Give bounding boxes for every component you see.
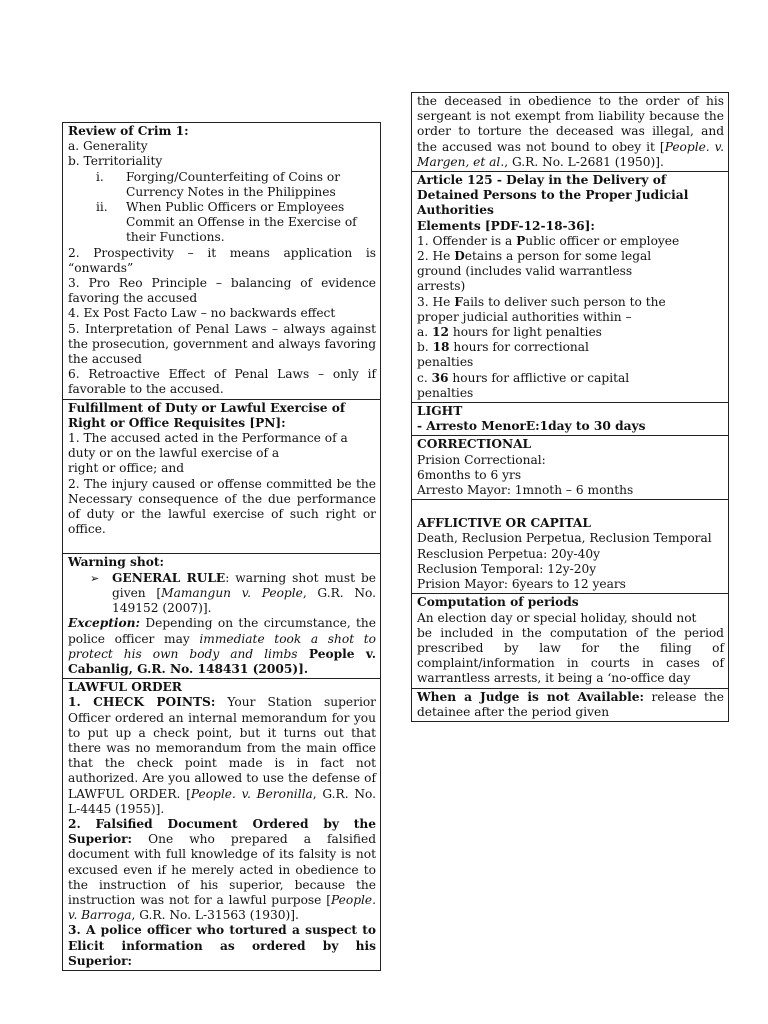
light-text: - Arresto MenorE:1day to 30 days: [417, 419, 646, 434]
warning-shot-box: [62, 554, 381, 679]
hours-correctional-cont: penalties: [417, 355, 474, 370]
article-125-box: [411, 172, 729, 403]
duty-requisite-1b: right or office; and: [68, 461, 185, 476]
general-rule-label: GENERAL RULE: [112, 570, 226, 585]
afflictive-title: AFFLICTIVE OR CAPITAL: [417, 516, 591, 531]
computation-title: Computation of periods: [417, 595, 579, 610]
review-subitem-i: i. Forging/Counterfeiting of Coins or Currency Notes in the Philippines: [96, 169, 341, 199]
continuation-text: the deceased in obedience to the order of his sergeant is not exempt from liability because the order to torture the deceased was illegal, and the accused was not bound to obey it [People. v. Margen, et al., G.R. No. L-2681 (1950)].: [417, 94, 724, 169]
afflictive-line-3: Reclusion Temporal: 12y-20y: [417, 561, 597, 576]
element-3-cont: proper judicial authorities within –: [417, 309, 632, 324]
element-2-cont: ground (includes valid warrantless: [417, 264, 633, 279]
review-item-4: 4. Ex Post Facto Law – no backwards effect: [68, 306, 336, 321]
hours-light: a. 12 hours for light penalties: [417, 325, 602, 340]
lawful-order-title: LAWFUL ORDER: [68, 680, 182, 695]
hours-afflictive-cont: penalties: [417, 385, 474, 400]
judge-text: When a Judge is not Available: release the detainee after the period given: [417, 689, 724, 719]
article-125-title: Article 125 - Delay in the Delivery of Detained Persons to the Proper Judicial Authorities: [417, 173, 689, 218]
review-title: Review of Crim 1:: [68, 124, 189, 138]
exception-text: Exception: Depending on the circumstance, the police officer may immediate took a shot to protect his own body and limbs People v. Cabanlig, G.R. No. 148431 (2005)].: [68, 616, 377, 676]
hours-afflictive: c. 36 hours for afflictive or capital: [417, 370, 630, 385]
review-item-b: b. Territoriality: [68, 154, 163, 169]
computation-line-1: An election day or special holiday, should not: [417, 610, 697, 625]
afflictive-line-4: Prision Mayor: 6years to 12 years: [417, 577, 626, 592]
fulfillment-duty-box: [62, 400, 381, 555]
correctional-line-3: Arresto Mayor: 1mnoth – 6 months: [417, 483, 634, 498]
duty-title: Fulfillment of Duty or Lawful Exercise of Right or Office Requisites [PN]:: [68, 400, 346, 430]
review-item-3: 3. Pro Reo Principle – balancing of evidence favoring the accused: [68, 276, 376, 306]
element-2-cont2: arrests): [417, 279, 466, 294]
lawful-order-box: [62, 679, 381, 971]
review-item-6: 6. Retroactive Effect of Penal Laws – only if favorable to the accused.: [68, 367, 376, 397]
afflictive-line-2: Resclusion Perpetua: 20y-40y: [417, 546, 601, 561]
right-column: [411, 92, 729, 722]
arrow-bullet-icon: ➢: [90, 571, 100, 585]
falsified-document-paragraph: 2. Falsified Document Ordered by the Superior: One who prepared a falsified document with full knowledge of its falsity is not excused even if he merely acted in obedience to the instruction of his superior, because the instruction was not for a lawful purpose [People. v. Barroga, G.R. No. L-31563 (1930)].: [68, 816, 376, 923]
review-item-a: a. Generality: [68, 139, 148, 154]
correctional-line-2: 6months to 6 yrs: [417, 467, 522, 482]
light-box: [411, 403, 729, 436]
element-1: 1. Offender is a Public officer or employee: [417, 233, 680, 248]
warning-title: Warning shot:: [68, 555, 165, 570]
correctional-box: [411, 436, 729, 500]
computation-line-2: be included in the computation of the period prescribed by law for the filing of complaint/information in courts in cases of warrantless arrests, it being a ‘no-office day: [417, 625, 724, 686]
correctional-title: CORRECTIONAL: [417, 437, 532, 452]
light-title: LIGHT: [417, 404, 463, 419]
case-cabanlig: People v. Cabanlig, G.R. No. 148431 (2005)].: [68, 646, 376, 676]
review-item-2: 2. Prospectivity – it means application is “onwards”: [68, 245, 376, 275]
left-column: [62, 122, 381, 971]
review-subitem-ii: ii. When Public Officers or Employees Commit an Offense in the Exercise of their Functions.: [96, 200, 357, 245]
continuation-box: [411, 92, 729, 172]
general-rule-item: ➢ GENERAL RULE: warning shot must be given [Mamangun v. People, G.R. No. 149152 (2007)].: [90, 570, 377, 616]
afflictive-line-1: Death, Reclusion Perpetua, Reclusion Temporal: [417, 531, 712, 546]
review-crim-box: [62, 122, 381, 400]
computation-box: [411, 594, 729, 688]
correctional-line-1: Prision Correctional:: [417, 452, 546, 467]
case-mamangun: Mamangun v. People: [161, 585, 303, 600]
judge-box: [411, 689, 729, 722]
check-points-paragraph: 1. CHECK POINTS: Your Station superior Officer ordered an internal memorandum for you to put up a check point, but it turns out that there was no memorandum from the main office that the check point made is in fact not authorized. Are you allowed to use the defense of LAWFUL ORDER. [People. v. Beronilla, G.R. No. L-4445 (1955)].: [68, 695, 377, 816]
hours-correctional: b. 18 hours for correctional: [417, 340, 589, 355]
element-3: 3. He Fails to deliver such person to the: [417, 294, 666, 309]
elements-heading: Elements [PDF-12-18-36]:: [417, 218, 595, 233]
duty-requisite-1a: 1. The accused acted in the Performance of a duty or on the lawful exercise of a: [68, 431, 348, 461]
duty-requisite-2: 2. The injury caused or offense committed be the Necessary consequence of the due performance of duty or the lawful exercise of such right or office.: [68, 476, 376, 537]
police-officer-heading: 3. A police officer who tortured a suspect to Elicit information as ordered by his Superior:: [68, 923, 376, 968]
afflictive-box: [411, 500, 729, 594]
review-item-5: 5. Interpretation of Penal Laws – always against the prosecution, government and always favoring the accused: [68, 321, 376, 367]
element-2: 2. He Detains a person for some legal: [417, 249, 652, 264]
